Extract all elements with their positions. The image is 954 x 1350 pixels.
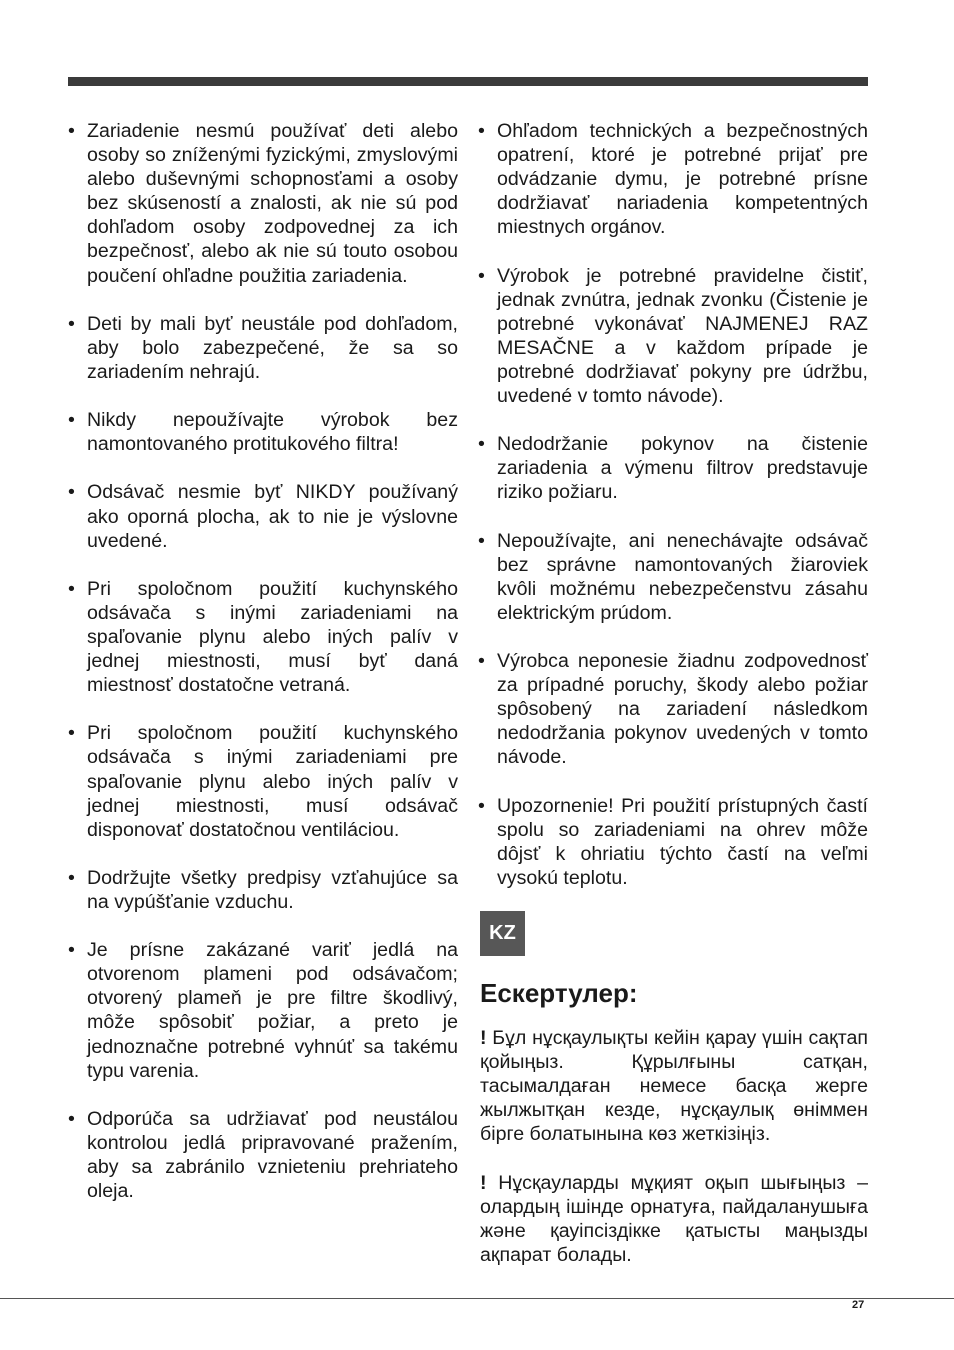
bullet-icon: • (478, 264, 485, 287)
list-item-text: Výrobca neponesie žiadnu zodpovednosť za prípadné poruchy, škody alebo požiar spôsobený na zariadení následkom nedodržania pokynov uvedených v tomto návode. (497, 650, 868, 769)
list-item-text: Nepoužívajte, ani nenechávajte odsávač bez správne namontovaných žiaroviek kvôli možnému nebezpečenstvu zásahu elektrickým prúdom. (497, 529, 868, 624)
list-item-text: Zariadenie nesmú používať deti alebo osoby so zníženými fyzickými, zmyslovými alebo duševnými schopnosťami a osoby bez skúseností a znalosti, ak nie sú pod dohľadom osoby zodpovednej za ich bezpečnosť, alebo ak nie sú touto osobou poučení ohľadne použitia zariadenia. (87, 120, 458, 287)
list-item (68, 721, 458, 841)
page-number: 27 (852, 1299, 865, 1311)
list-item (478, 649, 868, 769)
bullet-icon: • (68, 481, 75, 504)
warning-mark: ! (480, 1172, 487, 1194)
language-badge: KZ (480, 911, 525, 956)
bullet-icon: • (68, 312, 75, 335)
list-item-text: Nedodržanie pokynov na čistenie zariadenia a výmenu filtrov predstavuje riziko požiaru. (497, 433, 868, 504)
list-item (68, 866, 458, 914)
right-column (478, 119, 868, 914)
list-item (478, 432, 868, 504)
section-heading: Ескертулер: (480, 978, 638, 1008)
list-item-text: Výrobok je potrebné pravidelne čistiť, jednak zvnútra, jednak zvonku (Čistenie je potrebné vykonávať NAJMENEJ RAZ MESAČNE a v každom prípade je potrebné dodržiavať pokyny pre údržbu, uvedené v tomto návode). (497, 264, 868, 408)
left-column (68, 119, 458, 1227)
list-item (68, 480, 458, 552)
list-item-text: Nikdy nepoužívajte výrobok bez namontovaného protitukového filtra! (87, 409, 458, 456)
list-item-text: Ohľadom technických a bezpečnostných opatrení, ktoré je potrebné prijať pre odvádzanie dymu, je potrebné prísne dodržiavať nariadenia kompetentných miestnych orgánov. (497, 120, 868, 239)
bullet-icon: • (68, 1107, 75, 1130)
list-item (68, 119, 458, 288)
header-bar (68, 77, 868, 86)
list-item-text: Pri spoločnom použití kuchynského odsávača s inými zariadeniami pre spaľovanie plynu alebo iných palív v jednej miestnosti, musí odsávač disponovať dostatočnou ventiláciou. (87, 722, 458, 841)
list-item-text: Deti by mali byť neustále pod dohľadom, aby bolo zabezpečené, že sa so zariadením nehrajú. (87, 312, 458, 383)
list-item (68, 577, 458, 697)
safety-list-right (478, 119, 868, 890)
bullet-icon: • (68, 577, 75, 600)
bullet-icon: • (68, 722, 75, 745)
safety-list-left (68, 119, 458, 1203)
bullet-icon: • (68, 939, 75, 962)
list-item (68, 312, 458, 384)
list-item (478, 794, 868, 890)
list-item (478, 119, 868, 239)
list-item-text: Odsávač nesmie byť NIKDY používaný ako oporná plocha, ak to nie je výslovne uvedené. (87, 481, 458, 552)
list-item (68, 938, 458, 1083)
bullet-icon: • (478, 433, 485, 456)
warning-text: Нұсқауларды мұқият оқып шығыңыз – олардың ішінде орнатуға, пайдаланушыға және қауіпсіздікке қатысты маңызды ақпарат болады. (480, 1172, 868, 1267)
bullet-icon: • (68, 120, 75, 142)
bullet-icon: • (478, 120, 485, 142)
warning-text: Бұл нұсқаулықты кейін қарау үшін сақтап қойыңыз. Құрылғыны сатқан, тасымалдаған немесе басқа жерге жылжытқан кезде, нұсқаулық өніммен бірге болатынына көз жеткізіңіз. (480, 1027, 868, 1146)
bullet-icon: • (478, 794, 485, 817)
list-item (478, 529, 868, 625)
footer-divider (0, 1298, 954, 1299)
bullet-icon: • (478, 650, 485, 673)
warning-mark: ! (480, 1027, 487, 1049)
warning-paragraph (480, 1171, 868, 1267)
bullet-icon: • (68, 409, 75, 432)
bullet-icon: • (478, 529, 485, 552)
list-item (68, 408, 458, 456)
bullet-icon: • (68, 866, 75, 889)
list-item-text: Odporúča sa udržiavať pod neustálou kontrolou jedlá pripravované pražením, aby sa zabránilo vznieteniu prehriateho oleja. (87, 1107, 458, 1203)
list-item (68, 1107, 458, 1203)
list-item-text: Je prísne zakázané variť jedlá na otvorenom plameni pod odsávačom; otvorený plameň je pre filtre škodlivý, môže spôsobiť požiar, a preto je jednoznačne potrebné vyhnúť sa takému typu varenia. (87, 939, 458, 1082)
list-item (478, 264, 868, 409)
list-item-text: Upozornenie! Pri použití prístupných častí spolu so zariadeniami na ohrev môže dôjsť k ohriatiu týchto častí na veľmi vysokú teplotu. (497, 794, 868, 889)
warning-paragraph (480, 1026, 868, 1146)
list-item-text: Dodržujte všetky predpisy vzťahujúce sa na vypúšťanie vzduchu. (87, 866, 458, 913)
list-item-text: Pri spoločnom použití kuchynského odsávača s inými zariadeniami na spaľovanie plynu alebo iných palív v jednej miestnosti, musí byť daná miestnosť dostatočne vetraná. (87, 577, 458, 697)
